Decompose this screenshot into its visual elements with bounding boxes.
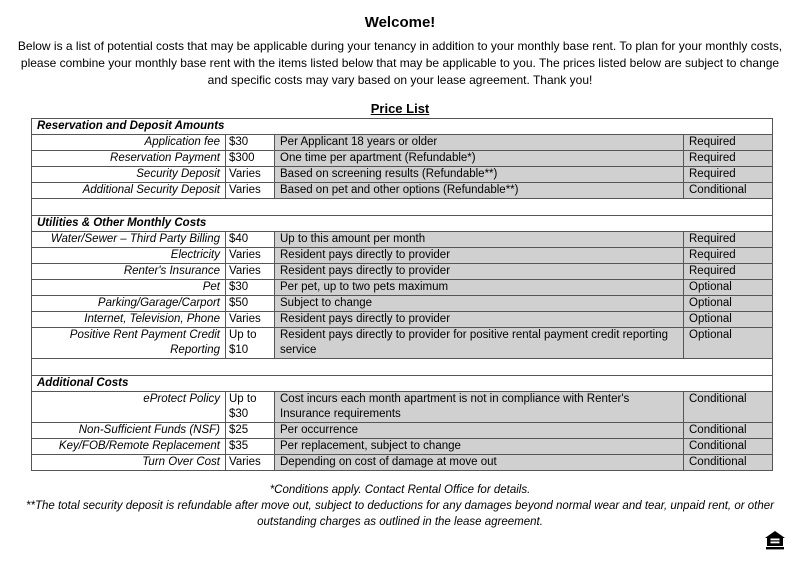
- cost-item: Security Deposit: [32, 167, 226, 183]
- spacer-cell: [32, 359, 773, 376]
- cost-price: $300: [226, 151, 275, 167]
- cost-price: $35: [226, 439, 275, 455]
- cost-description: Resident pays directly to provider: [275, 248, 684, 264]
- cost-price: Varies: [226, 312, 275, 328]
- cost-item: Water/Sewer – Third Party Billing: [32, 232, 226, 248]
- table-row: [32, 248, 773, 264]
- cost-item: eProtect Policy: [32, 392, 226, 423]
- cost-description: Per Applicant 18 years or older: [275, 135, 684, 151]
- cost-item: Pet: [32, 280, 226, 296]
- cost-status: Conditional: [684, 183, 773, 199]
- cost-description: Cost incurs each month apartment is not in compliance with Renter's Insurance requirements: [275, 392, 684, 423]
- cost-item: Internet, Television, Phone: [32, 312, 226, 328]
- cost-status: Conditional: [684, 439, 773, 455]
- cost-price: Varies: [226, 264, 275, 280]
- cost-item: Non-Sufficient Funds (NSF): [32, 423, 226, 439]
- table-row: [32, 135, 773, 151]
- cost-status: Required: [684, 264, 773, 280]
- cost-price: Varies: [226, 167, 275, 183]
- cost-description: Based on pet and other options (Refundable**): [275, 183, 684, 199]
- price-table: [31, 118, 773, 471]
- cost-price: Varies: [226, 248, 275, 264]
- cost-description: Subject to change: [275, 296, 684, 312]
- cost-price: Up to $10: [226, 328, 275, 359]
- table-row: [32, 183, 773, 199]
- section-heading: Additional Costs: [32, 376, 773, 392]
- cost-description: Per pet, up to two pets maximum: [275, 280, 684, 296]
- spacer-row: [32, 199, 773, 216]
- section-heading: Utilities & Other Monthly Costs: [32, 216, 773, 232]
- table-row: [32, 455, 773, 471]
- cost-price: Varies: [226, 455, 275, 471]
- intro-paragraph: Below is a list of potential costs that may be applicable during your tenancy in addition to your monthly base rent. To plan for your monthly costs, please combine your monthly base rent with the items listed below that may be applicable to you. The prices listed below are subject to change and specific costs may vary based on your lease agreement. Thank you!: [17, 39, 783, 87]
- cost-price: $30: [226, 280, 275, 296]
- footnote-security-deposit: **The total security deposit is refundable after move out, subject to deductions for any damages beyond normal wear and tear, unpaid rent, or other outstanding charges as outlined in the lease agreement.: [26, 500, 774, 528]
- table-row: [32, 296, 773, 312]
- table-row: [32, 439, 773, 455]
- cost-status: Optional: [684, 296, 773, 312]
- cost-description: Per occurrence: [275, 423, 684, 439]
- cost-status: Conditional: [684, 455, 773, 471]
- price-list-title: Price List: [370, 101, 430, 116]
- cost-status: Required: [684, 167, 773, 183]
- table-row: [32, 151, 773, 167]
- section-heading: Reservation and Deposit Amounts: [32, 119, 773, 135]
- cost-item: Key/FOB/Remote Replacement: [32, 439, 226, 455]
- cost-price: Up to $30: [226, 392, 275, 423]
- cost-price: Varies: [226, 183, 275, 199]
- page-title: Welcome!: [364, 14, 436, 31]
- table-row: [32, 232, 773, 248]
- table-row: [32, 392, 773, 423]
- cost-status: Required: [684, 135, 773, 151]
- cost-item: Renter's Insurance: [32, 264, 226, 280]
- cost-description: Resident pays directly to provider: [275, 312, 684, 328]
- section-heading-row: [32, 376, 773, 392]
- cost-status: Conditional: [684, 423, 773, 439]
- table-row: [32, 328, 773, 359]
- cost-description: Resident pays directly to provider for positive rental payment credit reporting service: [275, 328, 684, 359]
- cost-description: Up to this amount per month: [275, 232, 684, 248]
- cost-status: Optional: [684, 280, 773, 296]
- cost-item: Parking/Garage/Carport: [32, 296, 226, 312]
- cost-description: Depending on cost of damage at move out: [275, 455, 684, 471]
- cost-item: Turn Over Cost: [32, 455, 226, 471]
- cost-price: $30: [226, 135, 275, 151]
- table-row: [32, 280, 773, 296]
- cost-status: Required: [684, 151, 773, 167]
- section-heading-row: [32, 119, 773, 135]
- cost-status: Optional: [684, 312, 773, 328]
- cost-description: One time per apartment (Refundable*): [275, 151, 684, 167]
- cost-item: Additional Security Deposit: [32, 183, 226, 199]
- cost-item: Electricity: [32, 248, 226, 264]
- table-row: [32, 167, 773, 183]
- table-row: [32, 264, 773, 280]
- spacer-cell: [32, 199, 773, 216]
- cost-item: Reservation Payment: [32, 151, 226, 167]
- cost-price: $25: [226, 423, 275, 439]
- cost-status: Conditional: [684, 392, 773, 423]
- cost-status: Required: [684, 232, 773, 248]
- table-row: [32, 423, 773, 439]
- footnotes: [20, 482, 780, 530]
- cost-item: Positive Rent Payment Credit Reporting: [32, 328, 226, 359]
- spacer-row: [32, 359, 773, 376]
- table-row: [32, 312, 773, 328]
- footnote-conditions: *Conditions apply. Contact Rental Office for details.: [269, 484, 531, 496]
- section-heading-row: [32, 216, 773, 232]
- cost-status: Required: [684, 248, 773, 264]
- equal-housing-opportunity-icon: [764, 530, 786, 550]
- cost-description: Resident pays directly to provider: [275, 264, 684, 280]
- cost-description: Based on screening results (Refundable**): [275, 167, 684, 183]
- cost-price: $40: [226, 232, 275, 248]
- cost-status: Optional: [684, 328, 773, 359]
- cost-item: Application fee: [32, 135, 226, 151]
- cost-description: Per replacement, subject to change: [275, 439, 684, 455]
- cost-price: $50: [226, 296, 275, 312]
